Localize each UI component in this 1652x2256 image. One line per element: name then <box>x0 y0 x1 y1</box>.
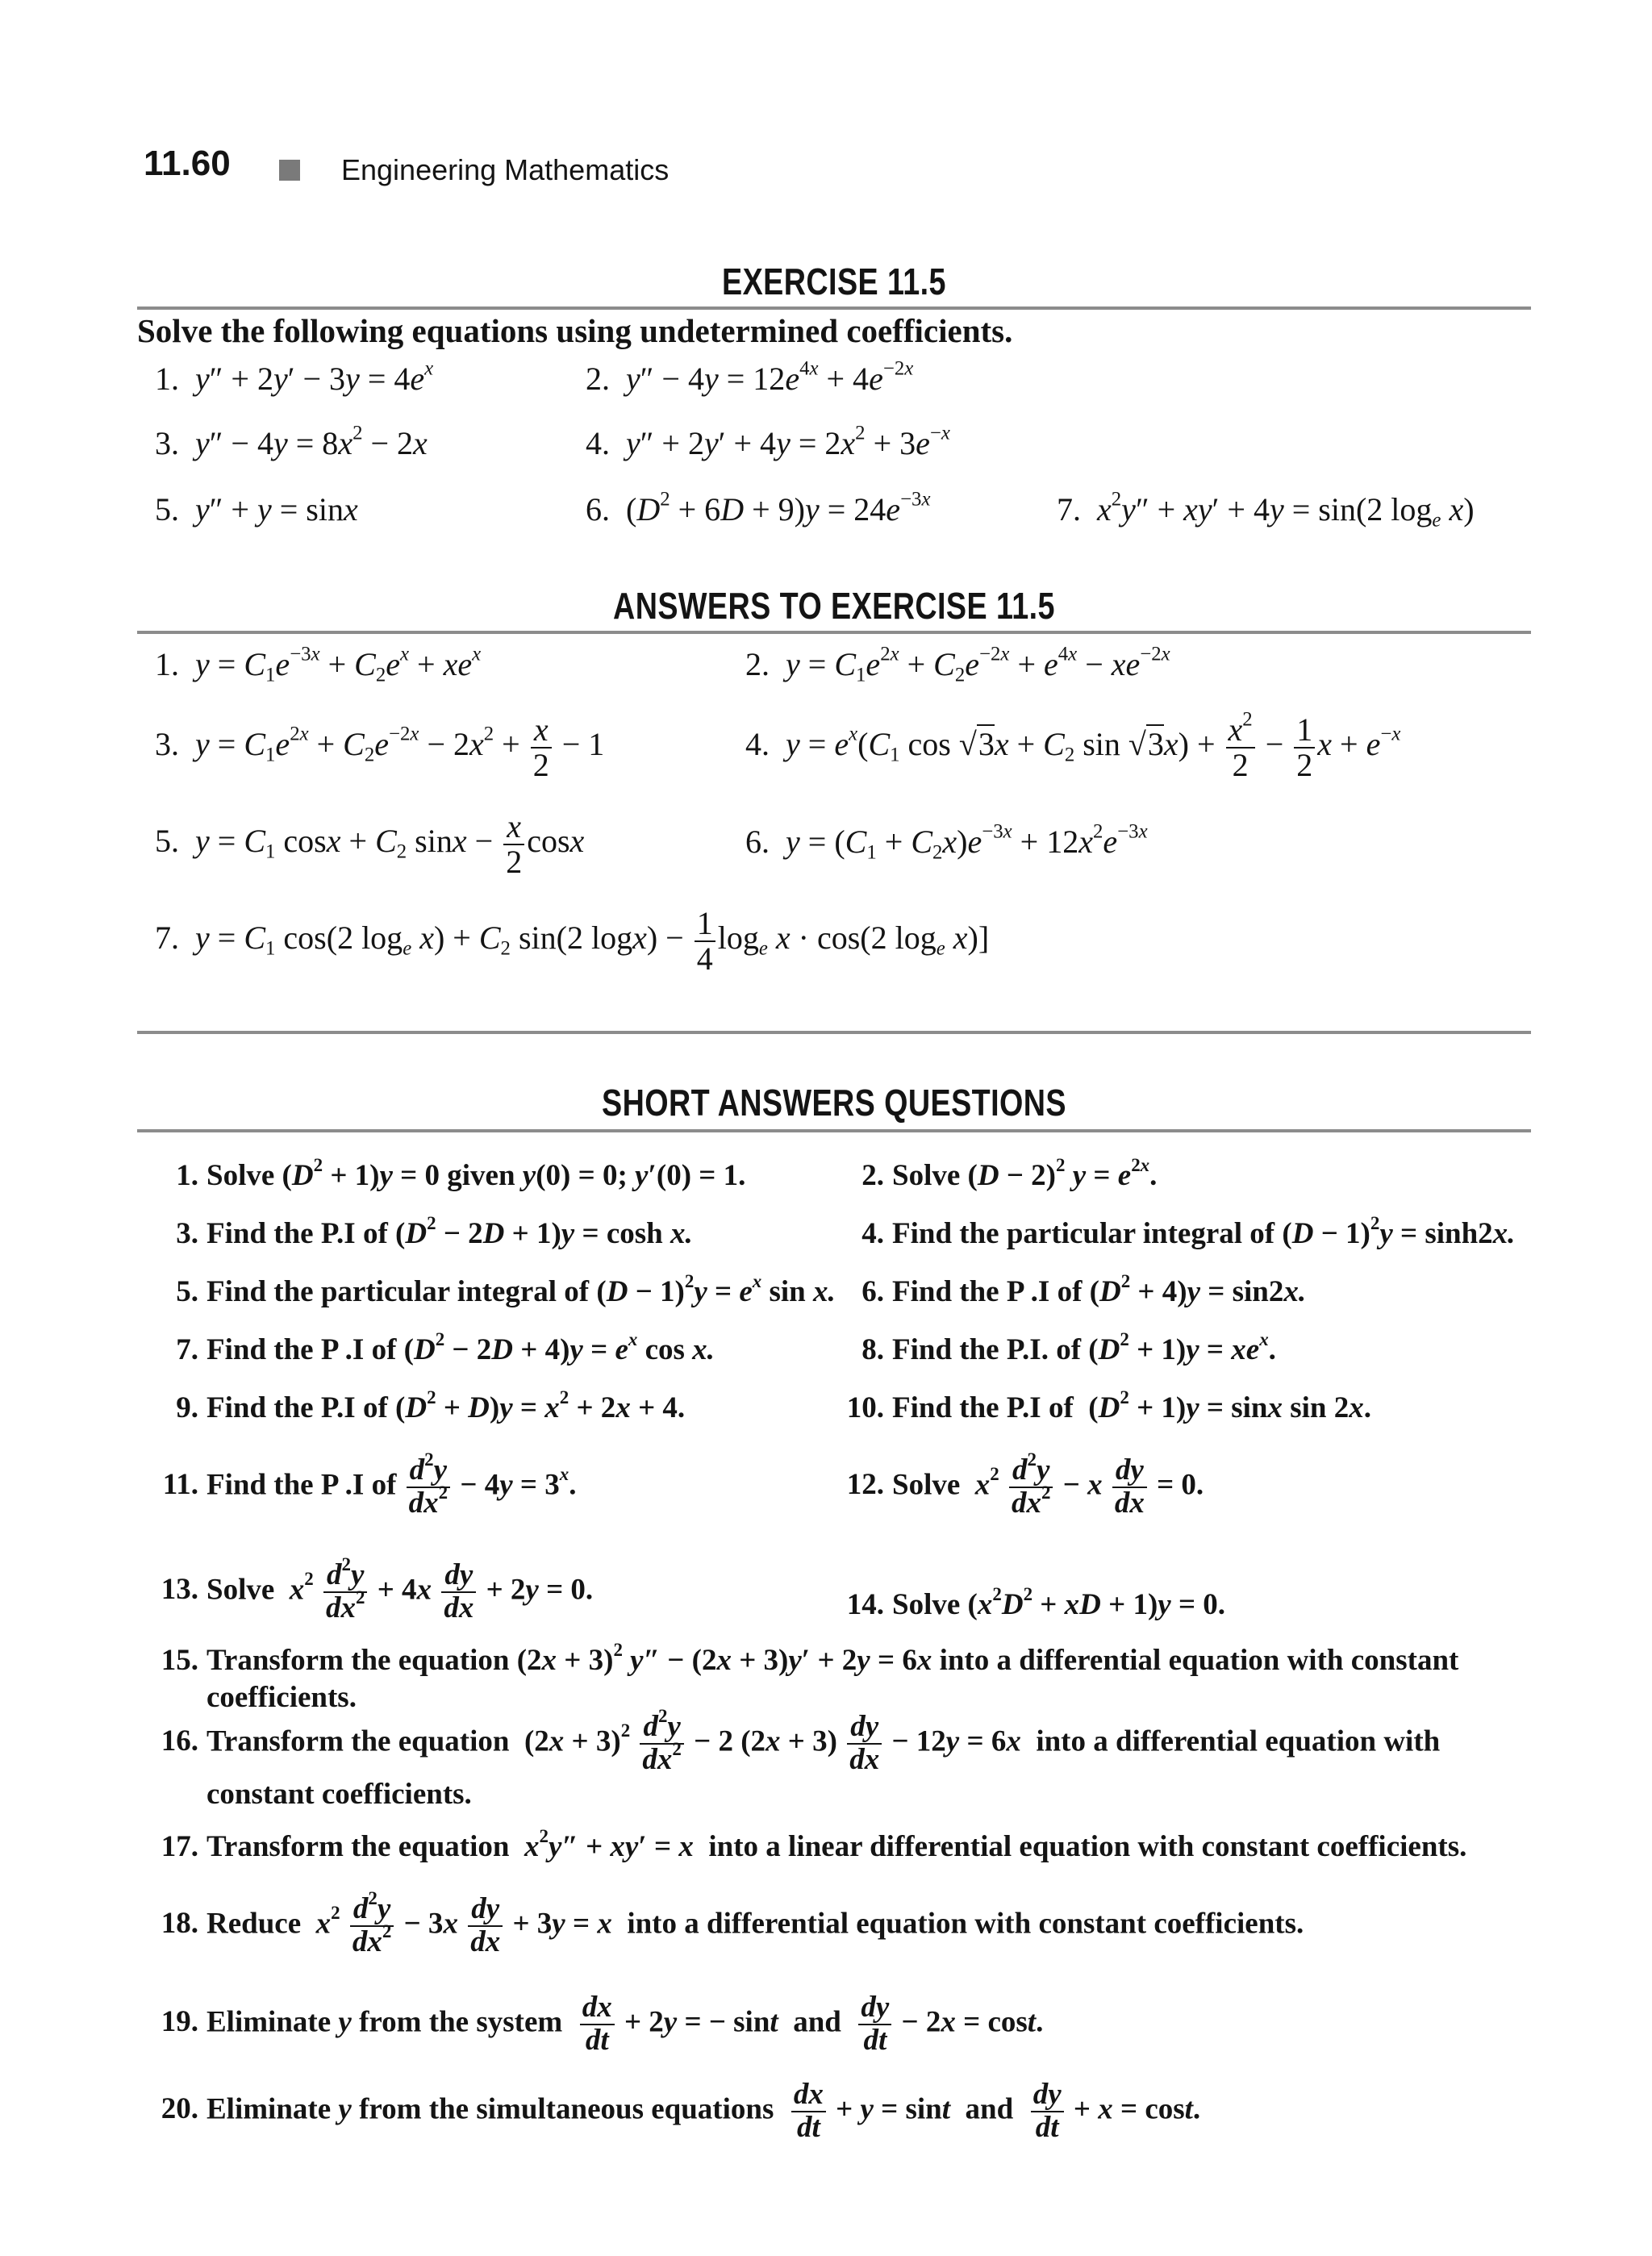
question-19: 19. Eliminate y from the system $\frac{dx}{dt}$ + 2y = − sint and $\frac{dy}{dt}$ − 2x = cost. <box>161 1991 1044 2057</box>
question-5: 5. Find the particular integral of $(D - 1)^2y = e^x$ sin x. <box>176 1270 836 1308</box>
section-divider-rule <box>137 1031 1531 1034</box>
exercise-problem-1: 1. $y'' + 2y' - 3y = 4e^x$ <box>155 357 434 397</box>
exercise-title: EXERCISE 11.5 <box>722 261 946 302</box>
short-answers-title: SHORT ANSWERS QUESTIONS <box>602 1082 1066 1124</box>
exercise-problem-4: 4. $y'' + 2y' + 4y = 2x^2 + 3e^{-x}$ <box>586 422 950 461</box>
book-title: Engineering Mathematics <box>341 153 670 186</box>
exercise-problem-7: 7. $x^2y'' + xy' + 4y = \sin(2$ $\log_e x$) <box>1057 488 1475 532</box>
question-17: 17. Transform the equation $x^2y'' + xy' = x$ into a linear differential equation with constant coefficients. <box>161 1825 1467 1863</box>
question-1: 1. Solve $(D^2 + 1)y = 0$ given y(0) = 0; y′(0) = 1. <box>176 1154 746 1192</box>
short-answers-rule <box>137 1129 1531 1132</box>
question-2: 2. Solve $(D - 2)^2$ $y = e^{2x}$. <box>861 1154 1158 1192</box>
answer-6: 6. $y = (C_1 + C_2x)e^{-3x} + 12x^2e^{-3x}$ <box>745 820 1148 864</box>
question-9: 9. Find the P.I of $(D^2 + D)y = x^2 + 2x + 4$. <box>176 1387 686 1424</box>
answers-rule <box>137 631 1531 634</box>
question-18: 18. Reduce $x^2$ $\frac{d^2y}{dx^2}$ − 3x $\frac{dy}{dx}$ + 3y = x into a differential equation with constant coefficients. <box>161 1887 1304 1958</box>
question-6: 6. Find the P .I of $(D^2 + 4)y = \sin 2x$. <box>861 1270 1307 1308</box>
answer-2: 2. $y = C_1e^{2x} + C_2e^{-2x} + e^{4x} - xe^{-2x}$ <box>745 643 1170 686</box>
question-12: 12. Solve $x^2$ $\frac{d^2y}{dx^2}$ − x $\frac{dy}{dx}$ = 0. <box>846 1449 1204 1520</box>
question-15: 15. Transform the equation $(2x + 3)^2$ y″ − (2x + 3)y′ + 2y = 6x into a differential equation with constant coefficients. <box>161 1639 1459 1714</box>
exercise-rule <box>137 306 1531 310</box>
answers-title: ANSWERS TO EXERCISE 11.5 <box>613 585 1055 627</box>
exercise-problem-3: 3. $y'' - 4y = 8x^2 - 2x$ <box>155 422 428 461</box>
question-10: 10. Find the P.I of $(D^2 + 1)y = \sin x$ sin 2x. <box>846 1387 1372 1424</box>
answer-1: 1. $y = C_1e^{-3x} + C_2e^x + xe^x$ <box>155 643 482 686</box>
exercise-problem-6: 6. $(D^2 + 6D + 9)y = 24e^{-3x}$ <box>586 488 931 528</box>
question-8: 8. Find the P.I. of $(D^2 + 1)y = xe^x$. <box>861 1328 1276 1366</box>
question-4: 4. Find the particular integral of $(D - 1)^2y = \sinh 2x$. <box>861 1212 1516 1250</box>
question-14: 14. Solve ($x^2D^2$ + xD + 1)y = 0. <box>846 1583 1226 1621</box>
exercise-problem-5: 5. y″ + y = sinx <box>155 491 358 528</box>
answer-7: 7. $y = C_1$ cos(2 $\log_e x) + C_2$ sin(2 logx) − $\frac{1}{4}$ $\log_e x \cdot \cos(2$ $\log_e x$)] <box>155 905 990 977</box>
exercise-problem-2: 2. $y'' - 4y = 12e^{4x} + 4e^{-2x}$ <box>586 357 914 397</box>
answer-3: 3. $y = C_1e^{2x} + C_2e^{-2x} - 2x^2$ + $\frac{x}{2}$ − 1 <box>155 711 605 783</box>
header-square-icon <box>279 160 300 181</box>
question-3: 3. Find the P.I of $(D^2 - 2D + 1)y = \cosh x$. <box>176 1212 693 1250</box>
answer-4: 4. $y = e^x(C_1$ $\cos √3x + C_2$ sin √3x) + $\frac{x^2}{2}$ − $\frac{1}{2}$ $x + e^{-x}$ <box>745 708 1401 783</box>
exercise-instructions: Solve the following equations using undetermined coefficients. <box>137 312 1013 349</box>
page-number: 11.60 <box>144 144 231 183</box>
question-11: 11. Find the P .I of $\frac{d^2y}{dx^2}$ − $4y = 3^x$. <box>162 1449 577 1520</box>
question-20: 20. Eliminate y from the simultaneous equations $\frac{dx}{dt}$ + y = sint and $\frac{dy}{dt}$ + x = cost. <box>161 2078 1201 2144</box>
question-7: 7. Find the P .I of $(D^2 - 2D + 4)y = e^x$ cos x. <box>176 1328 715 1366</box>
answer-5: 5. $y = C_1$ $\cos x + C_2$ sinx − $\frac{x}{2}$ cosx <box>155 808 585 880</box>
question-16: 16. Transform the equation $(2x + 3)^2$ $\frac{d^2y}{dx^2}$ − 2 (2x + 3) $\frac{dy}{dx}$ − 12y = 6x into a differential equation with constant coefficients. <box>161 1705 1441 1811</box>
question-13: 13. Solve $x^2$ $\frac{d^2y}{dx^2}$ + 4x $\frac{dy}{dx}$ + 2y = 0. <box>161 1553 594 1624</box>
